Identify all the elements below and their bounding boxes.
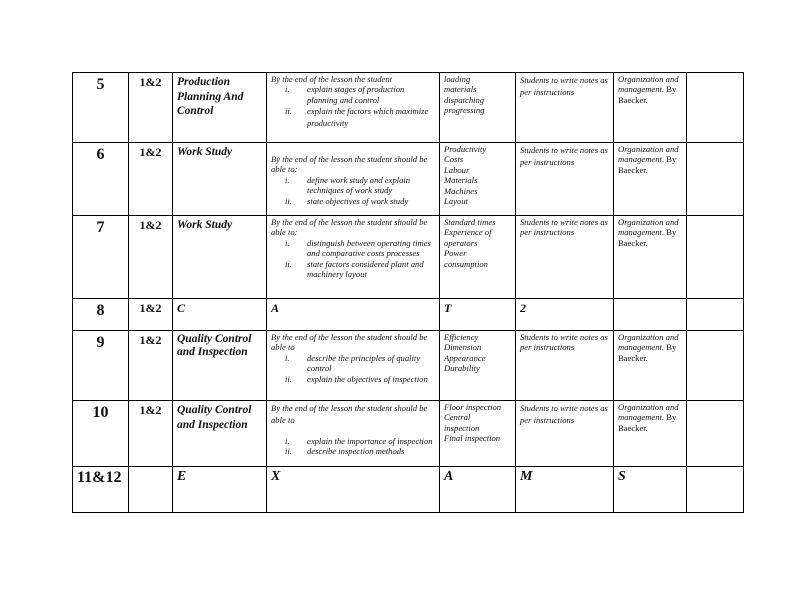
learner-activities-cell: Students to write notes as per instructions bbox=[516, 143, 614, 216]
activity-line: Materials bbox=[444, 175, 478, 186]
activity-line: Layout bbox=[444, 196, 468, 207]
learner-activities-cell: Students to write notes as per instructions bbox=[516, 73, 614, 143]
remarks-cell bbox=[687, 216, 744, 299]
remarks-cell bbox=[687, 143, 744, 216]
exams-letter-cell: E bbox=[173, 467, 267, 513]
activity-line: Power bbox=[444, 248, 467, 259]
table-row-week-7 bbox=[73, 216, 744, 299]
topic-cell: Production Planning And Control bbox=[173, 73, 267, 143]
activity-line: Floor inspection bbox=[444, 402, 502, 412]
reference-cell bbox=[614, 143, 687, 216]
reference-cell bbox=[614, 331, 687, 401]
objective-text: state objectives of work study bbox=[307, 195, 409, 206]
objectives-list bbox=[271, 353, 435, 384]
objective-text: describe the principles of quality control bbox=[307, 352, 421, 374]
objectives-cell bbox=[267, 216, 440, 299]
scheme-of-work-table bbox=[72, 72, 744, 513]
objectives-intro: By the end of the lesson the student bbox=[271, 74, 393, 84]
week-cell: 7 bbox=[73, 216, 129, 299]
activity-line: Experience of bbox=[444, 227, 492, 238]
activity-line: Final inspection bbox=[444, 433, 501, 444]
objective-number: ii. bbox=[285, 106, 292, 117]
reference-author: . By Baecker. bbox=[618, 412, 677, 433]
activity-line: Costs bbox=[444, 154, 464, 165]
topic-cell: Work Study bbox=[173, 216, 267, 299]
activity-line: Durability bbox=[444, 363, 480, 374]
learner-activities-cell: Students to write notes as per instructions bbox=[516, 216, 614, 299]
reference-cell bbox=[614, 73, 687, 143]
objective-text: explain the factors which maximize productivity bbox=[307, 106, 429, 129]
week-cell: 9 bbox=[73, 331, 129, 401]
objective-item bbox=[271, 374, 435, 384]
objectives-list bbox=[271, 175, 435, 206]
objective-number: ii. bbox=[285, 446, 292, 457]
objectives-intro: By the end of the lesson the student should be able to bbox=[271, 332, 428, 353]
objective-text: explain the importance of inspection bbox=[307, 436, 433, 446]
objective-text: distinguish between operating times and comparative costs processes bbox=[307, 237, 431, 259]
objectives-list bbox=[271, 436, 435, 457]
activity-line: Efficiency bbox=[444, 332, 479, 342]
topic-cell: Quality Control and Inspection bbox=[173, 401, 267, 467]
objective-item bbox=[271, 436, 435, 446]
activities-cell bbox=[440, 401, 516, 467]
reference-cell bbox=[614, 401, 687, 467]
table-row-week-5 bbox=[73, 73, 744, 143]
activities-cell bbox=[440, 143, 516, 216]
activity-line: operators bbox=[444, 237, 478, 248]
objective-text: define work study and explain techniques of work study bbox=[307, 174, 411, 196]
cat-letter-cell: A bbox=[267, 299, 440, 331]
week-cell: 11&12 bbox=[73, 467, 129, 513]
activities-cell bbox=[440, 216, 516, 299]
objectives-list bbox=[271, 84, 435, 129]
cat-letter-cell bbox=[687, 299, 744, 331]
activities-cell bbox=[440, 331, 516, 401]
table-row-week-8 bbox=[73, 299, 744, 331]
activity-line: Machines bbox=[444, 185, 478, 196]
objective-item bbox=[271, 238, 435, 259]
objective-number: i. bbox=[285, 352, 290, 363]
activity-line: consumption bbox=[444, 258, 488, 269]
topic-cell: Work Study bbox=[173, 143, 267, 216]
reference-author: . By Baecker. bbox=[618, 227, 677, 248]
objective-text: describe inspection methods bbox=[307, 446, 405, 457]
exams-letter-cell: M bbox=[516, 467, 614, 513]
table-row-week-10 bbox=[73, 401, 744, 467]
cat-letter-cell bbox=[614, 299, 687, 331]
reference-title: Organization and management bbox=[618, 217, 679, 238]
objectives-cell bbox=[267, 73, 440, 143]
activity-line: materials bbox=[444, 84, 477, 95]
activity-line: Standard times bbox=[444, 217, 496, 227]
activity-line: loading bbox=[444, 74, 471, 84]
objective-item bbox=[271, 259, 435, 280]
table-row-week-11-12 bbox=[73, 467, 744, 513]
cat-letter-cell: T bbox=[440, 299, 516, 331]
activity-line: Dimension bbox=[444, 342, 482, 353]
activity-line: Labour bbox=[444, 164, 470, 175]
lesson-cell: 1&2 bbox=[129, 143, 173, 216]
remarks-cell bbox=[687, 73, 744, 143]
week-cell: 5 bbox=[73, 73, 129, 143]
objective-item bbox=[271, 84, 435, 105]
activity-line: progressing bbox=[444, 105, 485, 116]
reference-title: Organization and management bbox=[618, 332, 679, 353]
activity-line: dispatching bbox=[444, 94, 485, 105]
remarks-cell bbox=[687, 401, 744, 467]
reference-cell bbox=[614, 216, 687, 299]
objective-item bbox=[271, 353, 435, 374]
activity-line: Productivity bbox=[444, 144, 487, 154]
objectives-intro: By the end of the lesson the student should be able to bbox=[271, 403, 428, 425]
objective-item bbox=[271, 446, 435, 456]
table-row-week-9 bbox=[73, 331, 744, 401]
activity-line: inspection bbox=[444, 422, 480, 433]
table-row-week-6 bbox=[73, 143, 744, 216]
reference-title: Organization and management bbox=[618, 74, 679, 95]
objectives-list bbox=[271, 238, 435, 280]
objectives-intro: By the end of the lesson the student should be able to: bbox=[271, 217, 428, 238]
cat-letter-cell: 2 bbox=[516, 299, 614, 331]
activity-line: Central bbox=[444, 412, 471, 423]
exams-letter-cell: X bbox=[267, 467, 440, 513]
objectives-intro: By the end of the lesson the student should be able to: bbox=[271, 154, 428, 175]
remarks-cell bbox=[687, 331, 744, 401]
objective-number: i. bbox=[285, 174, 290, 185]
week-cell: 6 bbox=[73, 143, 129, 216]
exams-letter-cell: S bbox=[614, 467, 687, 513]
reference-author: . By Baecker. bbox=[618, 342, 677, 363]
objectives-cell bbox=[267, 401, 440, 467]
activities-cell bbox=[440, 73, 516, 143]
objective-number: ii. bbox=[285, 258, 292, 269]
reference-author: . By Baecker. bbox=[618, 84, 677, 105]
lesson-cell: 1&2 bbox=[129, 331, 173, 401]
objective-item bbox=[271, 196, 435, 206]
objective-number: ii. bbox=[285, 195, 292, 206]
objective-number: i. bbox=[285, 237, 290, 248]
learner-activities-cell: Students to write notes as per instructions bbox=[516, 331, 614, 401]
objectives-cell bbox=[267, 143, 440, 216]
learner-activities-cell: Students to write notes as per instructions bbox=[516, 401, 614, 467]
objective-text: state factors considered plant and machinery layout bbox=[307, 258, 424, 280]
reference-title: Organization and management bbox=[618, 144, 679, 165]
week-cell: 8 bbox=[73, 299, 129, 331]
exams-letter-cell bbox=[687, 467, 744, 513]
objective-item bbox=[271, 105, 435, 129]
objective-number: i. bbox=[285, 436, 290, 446]
lesson-cell bbox=[129, 467, 173, 513]
lesson-cell: 1&2 bbox=[129, 216, 173, 299]
exams-letter-cell: A bbox=[440, 467, 516, 513]
objective-number: i. bbox=[285, 84, 290, 95]
topic-cell: Quality Control and Inspection bbox=[173, 331, 267, 401]
activity-line: Appearance bbox=[444, 352, 486, 363]
lesson-cell: 1&2 bbox=[129, 401, 173, 467]
objectives-cell bbox=[267, 331, 440, 401]
reference-author: . By Baecker. bbox=[618, 154, 677, 175]
reference-title: Organization and management bbox=[618, 402, 679, 423]
objective-number: ii. bbox=[285, 373, 292, 384]
objective-text: explain the objectives of inspection bbox=[307, 373, 428, 384]
spacer bbox=[271, 426, 435, 436]
week-cell: 10 bbox=[73, 401, 129, 467]
lesson-cell: 1&2 bbox=[129, 299, 173, 331]
cat-letter-cell: C bbox=[173, 299, 267, 331]
objective-item bbox=[271, 175, 435, 196]
objective-text: explain stages of production planning and control bbox=[307, 84, 405, 105]
lesson-cell: 1&2 bbox=[129, 73, 173, 143]
